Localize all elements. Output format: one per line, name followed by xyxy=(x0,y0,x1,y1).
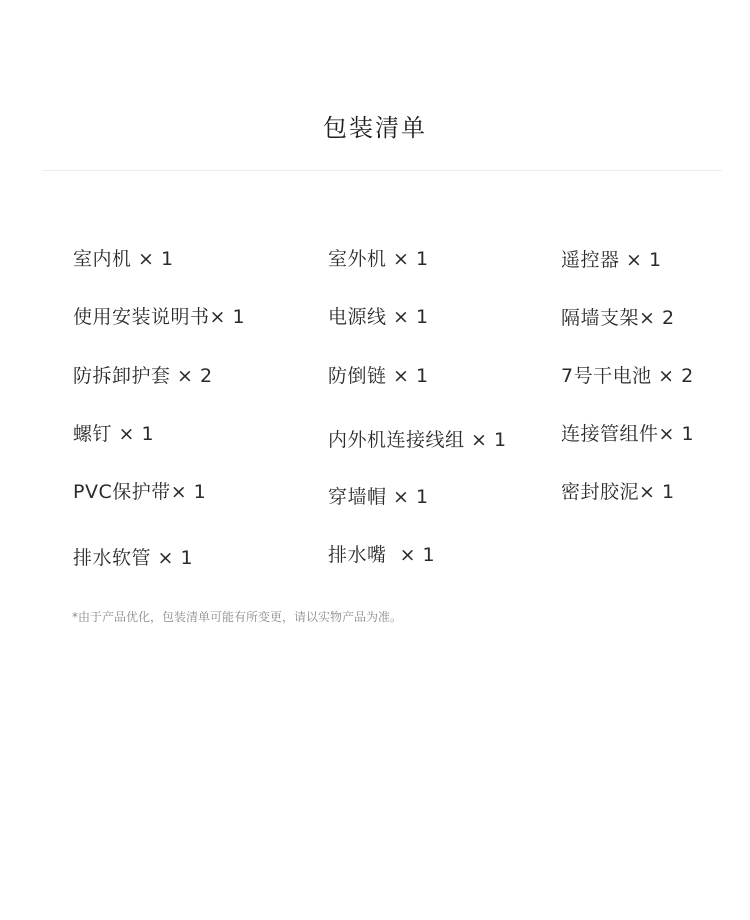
list-item-power-cord: 电源线 × 1 xyxy=(328,306,429,328)
list-item-drain-hose: 排水软管 × 1 xyxy=(73,547,194,569)
list-item-drain-nozzle: 排水嘴 × 1 xyxy=(328,544,436,566)
list-item-aaa-battery: 7号干电池 × 2 xyxy=(561,365,694,387)
page-title: 包装清单 xyxy=(323,114,427,142)
list-item-wall-bracket: 隔墙支架× 2 xyxy=(561,307,675,329)
disclaimer-note: *由于产品优化，包装清单可能有所变更，请以实物产品为准。 xyxy=(72,610,403,624)
divider xyxy=(42,170,722,171)
list-item-sealing-putty: 密封胶泥× 1 xyxy=(561,481,675,503)
list-item-manual: 使用安装说明书× 1 xyxy=(73,306,246,328)
list-item-anti-tip-chain: 防倒链 × 1 xyxy=(328,365,429,387)
list-item-remote-control: 遥控器 × 1 xyxy=(561,249,662,271)
list-item-anti-removal-sleeve: 防拆卸护套 × 2 xyxy=(73,365,213,387)
list-item-outdoor-unit: 室外机 × 1 xyxy=(328,248,429,270)
list-item-wall-cap: 穿墙帽 × 1 xyxy=(328,486,429,508)
list-item-connecting-wire-set: 内外机连接线组 × 1 xyxy=(328,429,507,451)
list-item-pvc-tape: PVC保护带× 1 xyxy=(73,481,207,503)
list-item-indoor-unit: 室内机 × 1 xyxy=(73,248,174,270)
list-item-connecting-pipe-assembly: 连接管组件× 1 xyxy=(561,423,695,445)
list-item-screws: 螺钉 × 1 xyxy=(73,423,155,445)
